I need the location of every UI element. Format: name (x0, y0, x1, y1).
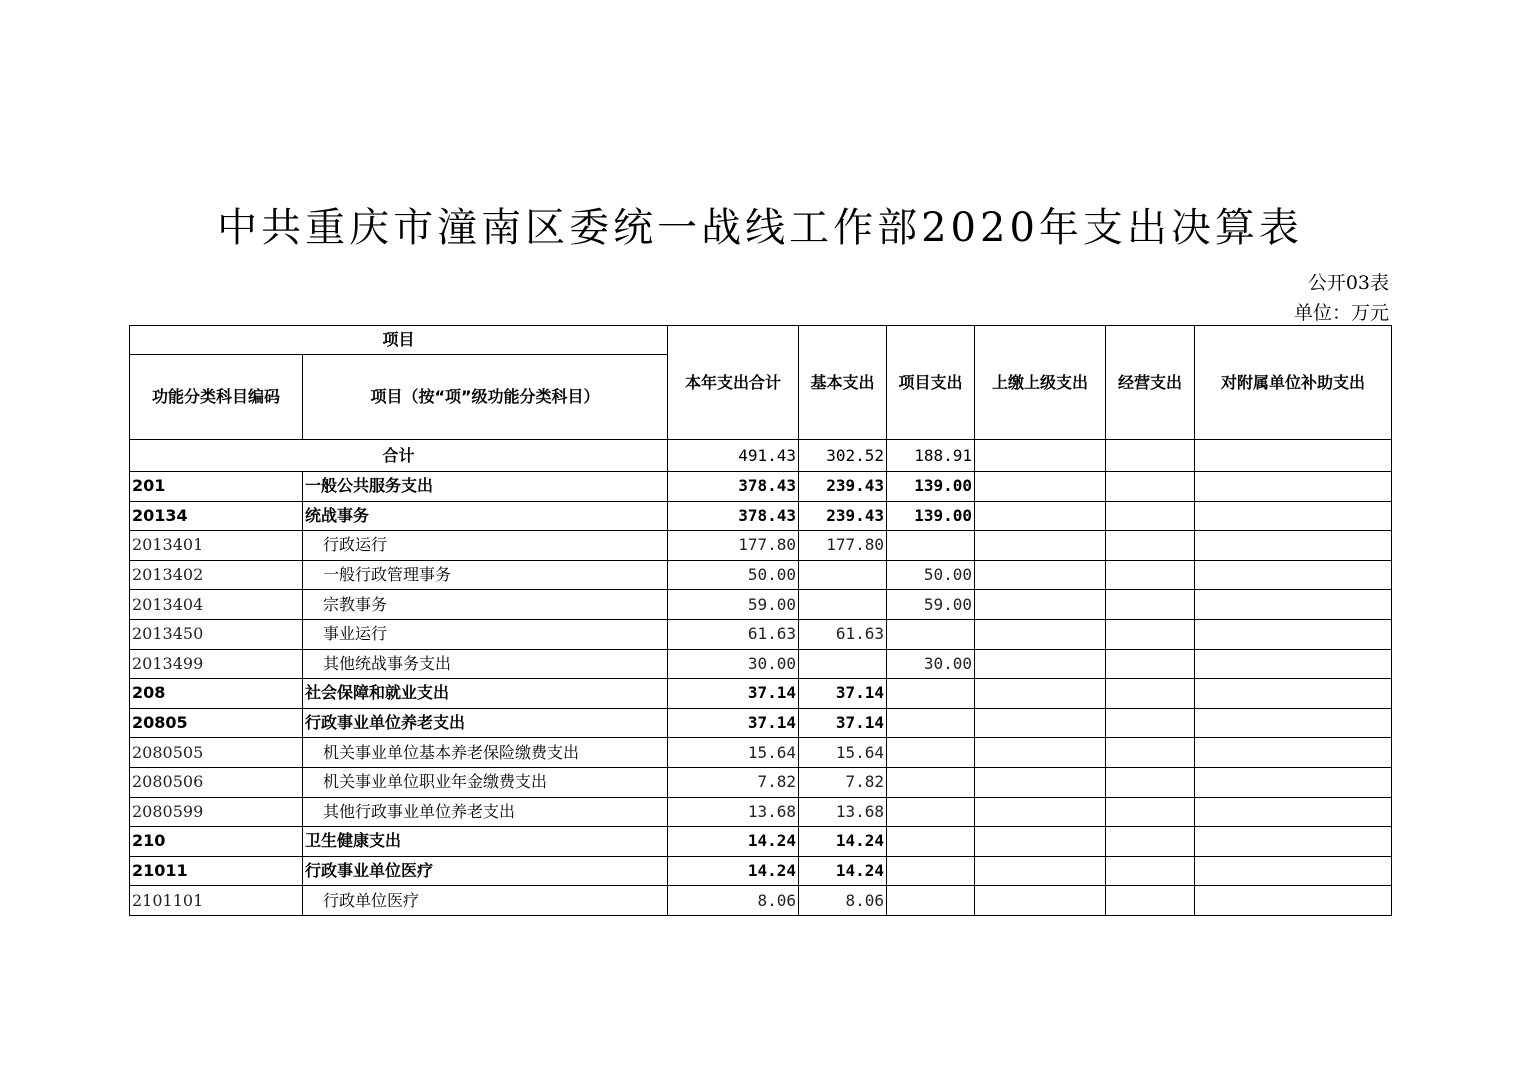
cell-total: 37.14 (668, 679, 799, 709)
total-project: 188.91 (887, 440, 975, 472)
cell-remit (975, 856, 1106, 886)
table-row (130, 886, 1392, 916)
cell-basic: 37.14 (799, 679, 887, 709)
table-row (130, 856, 1392, 886)
cell-subsidy (1195, 619, 1392, 649)
cell-subsidy (1195, 708, 1392, 738)
cell-operate (1106, 560, 1195, 590)
total-subsidy (1195, 440, 1392, 472)
table-row (130, 649, 1392, 679)
cell-subsidy (1195, 501, 1392, 531)
table-row (130, 797, 1392, 827)
table-row (130, 472, 1392, 502)
cell-basic: 7.82 (799, 767, 887, 797)
cell-total: 378.43 (668, 472, 799, 502)
cell-remit (975, 501, 1106, 531)
cell-operate (1106, 501, 1195, 531)
cell-operate (1106, 472, 1195, 502)
cell-subsidy (1195, 738, 1392, 768)
cell-remit (975, 472, 1106, 502)
total-label: 合计 (130, 440, 668, 472)
cell-operate (1106, 827, 1195, 857)
cell-project (887, 767, 975, 797)
cell-name: 机关事业单位基本养老保险缴费支出 (303, 738, 668, 768)
cell-subsidy (1195, 797, 1392, 827)
header-operate: 经营支出 (1106, 326, 1195, 440)
cell-basic: 13.68 (799, 797, 887, 827)
page-title: 中共重庆市潼南区委统一战线工作部2020年支出决算表 (217, 205, 1303, 251)
cell-name: 卫生健康支出 (303, 827, 668, 857)
table-row (130, 619, 1392, 649)
cell-total: 14.24 (668, 856, 799, 886)
cell-basic: 239.43 (799, 501, 887, 531)
cell-project (887, 738, 975, 768)
cell-project (887, 619, 975, 649)
cell-name: 一般行政管理事务 (303, 560, 668, 590)
cell-subsidy (1195, 767, 1392, 797)
cell-total: 50.00 (668, 560, 799, 590)
cell-total: 8.06 (668, 886, 799, 916)
cell-code: 2080599 (130, 797, 303, 827)
cell-name: 社会保障和就业支出 (303, 679, 668, 709)
cell-name: 其他统战事务支出 (303, 649, 668, 679)
table-row (130, 708, 1392, 738)
cell-operate (1106, 619, 1195, 649)
expenditure-table (129, 325, 1392, 916)
cell-name: 行政事业单位养老支出 (303, 708, 668, 738)
cell-code: 2013402 (130, 560, 303, 590)
table-row (130, 531, 1392, 561)
cell-code: 2080506 (130, 767, 303, 797)
header-project: 项目 (130, 326, 668, 355)
total-total: 491.43 (668, 440, 799, 472)
cell-name: 机关事业单位职业年金缴费支出 (303, 767, 668, 797)
cell-subsidy (1195, 827, 1392, 857)
cell-name: 行政运行 (303, 531, 668, 561)
cell-remit (975, 590, 1106, 620)
table-row (130, 501, 1392, 531)
cell-remit (975, 797, 1106, 827)
cell-code: 208 (130, 679, 303, 709)
cell-operate (1106, 856, 1195, 886)
cell-project: 50.00 (887, 560, 975, 590)
header-basic: 基本支出 (799, 326, 887, 440)
cell-remit (975, 619, 1106, 649)
cell-basic: 15.64 (799, 738, 887, 768)
cell-subsidy (1195, 649, 1392, 679)
cell-operate (1106, 738, 1195, 768)
cell-code: 21011 (130, 856, 303, 886)
cell-total: 59.00 (668, 590, 799, 620)
cell-basic (799, 649, 887, 679)
cell-remit (975, 767, 1106, 797)
cell-subsidy (1195, 886, 1392, 916)
table-row (130, 679, 1392, 709)
header-project-expense: 项目支出 (887, 326, 975, 440)
cell-code: 2080505 (130, 738, 303, 768)
cell-basic: 8.06 (799, 886, 887, 916)
cell-subsidy (1195, 472, 1392, 502)
cell-basic: 14.24 (799, 856, 887, 886)
cell-code: 20134 (130, 501, 303, 531)
cell-project (887, 708, 975, 738)
cell-basic: 177.80 (799, 531, 887, 561)
cell-basic: 37.14 (799, 708, 887, 738)
cell-operate (1106, 531, 1195, 561)
cell-code: 2013499 (130, 649, 303, 679)
cell-operate (1106, 590, 1195, 620)
cell-total: 378.43 (668, 501, 799, 531)
cell-remit (975, 649, 1106, 679)
cell-operate (1106, 767, 1195, 797)
table-code: 公开03表 (1307, 272, 1389, 294)
cell-basic: 239.43 (799, 472, 887, 502)
cell-project (887, 886, 975, 916)
cell-operate (1106, 679, 1195, 709)
cell-name: 其他行政事业单位养老支出 (303, 797, 668, 827)
cell-basic (799, 590, 887, 620)
cell-code: 2013450 (130, 619, 303, 649)
cell-code: 2101101 (130, 886, 303, 916)
cell-remit (975, 531, 1106, 561)
cell-project: 139.00 (887, 472, 975, 502)
cell-code: 2013404 (130, 590, 303, 620)
cell-operate (1106, 886, 1195, 916)
cell-project (887, 856, 975, 886)
cell-total: 7.82 (668, 767, 799, 797)
cell-project (887, 679, 975, 709)
cell-remit (975, 738, 1106, 768)
cell-name: 行政事业单位医疗 (303, 856, 668, 886)
total-remit (975, 440, 1106, 472)
cell-name: 行政单位医疗 (303, 886, 668, 916)
cell-name: 事业运行 (303, 619, 668, 649)
cell-subsidy (1195, 560, 1392, 590)
cell-project: 139.00 (887, 501, 975, 531)
cell-subsidy (1195, 590, 1392, 620)
cell-name: 一般公共服务支出 (303, 472, 668, 502)
cell-subsidy (1195, 856, 1392, 886)
cell-total: 15.64 (668, 738, 799, 768)
cell-basic (799, 560, 887, 590)
cell-remit (975, 827, 1106, 857)
cell-code: 210 (130, 827, 303, 857)
table-row (130, 738, 1392, 768)
total-row (130, 440, 1392, 472)
cell-total: 13.68 (668, 797, 799, 827)
cell-total: 177.80 (668, 531, 799, 561)
cell-code: 201 (130, 472, 303, 502)
cell-subsidy (1195, 531, 1392, 561)
cell-project (887, 827, 975, 857)
cell-total: 37.14 (668, 708, 799, 738)
total-operate (1106, 440, 1195, 472)
cell-remit (975, 708, 1106, 738)
total-basic: 302.52 (799, 440, 887, 472)
table-row (130, 767, 1392, 797)
cell-remit (975, 886, 1106, 916)
cell-total: 61.63 (668, 619, 799, 649)
cell-name: 宗教事务 (303, 590, 668, 620)
cell-operate (1106, 649, 1195, 679)
table-row (130, 827, 1392, 857)
cell-code: 20805 (130, 708, 303, 738)
cell-project (887, 531, 975, 561)
table-row (130, 560, 1392, 590)
unit-label: 单位：万元 (1293, 302, 1389, 324)
cell-project: 30.00 (887, 649, 975, 679)
header-total: 本年支出合计 (668, 326, 799, 440)
cell-operate (1106, 708, 1195, 738)
cell-project: 59.00 (887, 590, 975, 620)
cell-remit (975, 679, 1106, 709)
header-name: 项目（按“项”级功能分类科目） (303, 355, 668, 440)
cell-operate (1106, 797, 1195, 827)
header-code: 功能分类科目编码 (130, 355, 303, 440)
cell-total: 14.24 (668, 827, 799, 857)
cell-code: 2013401 (130, 531, 303, 561)
cell-subsidy (1195, 679, 1392, 709)
cell-project (887, 797, 975, 827)
cell-basic: 61.63 (799, 619, 887, 649)
header-remit: 上缴上级支出 (975, 326, 1106, 440)
cell-basic: 14.24 (799, 827, 887, 857)
header-subsidy: 对附属单位补助支出 (1195, 326, 1392, 440)
table-row (130, 590, 1392, 620)
cell-remit (975, 560, 1106, 590)
cell-name: 统战事务 (303, 501, 668, 531)
cell-total: 30.00 (668, 649, 799, 679)
